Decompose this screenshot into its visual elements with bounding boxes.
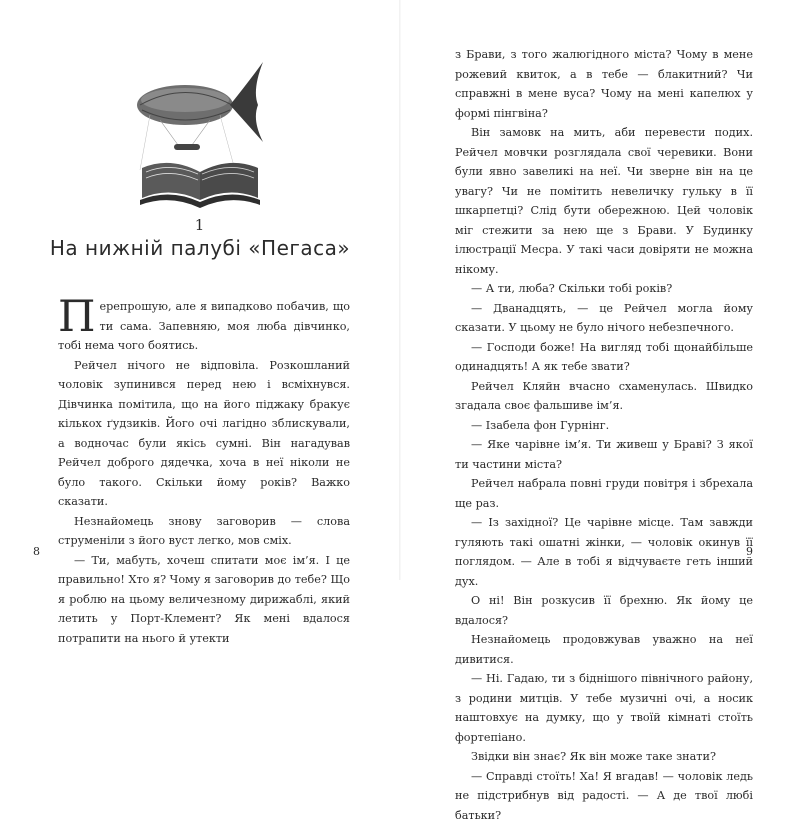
paragraph: Незнайомець знову заговорив — слова струменіли з його вуст легко, мов сміх. bbox=[58, 512, 350, 551]
right-body-text bbox=[455, 45, 753, 825]
paragraph: Рейчел набрала повні груди повітря і збрехала ще раз. bbox=[455, 474, 753, 513]
paragraph: — Із західної? Це чарівне місце. Там завжди гуляють такі ошатні жінки, — чоловік окинув її поглядом. — Але в тобі я відчуваєте геть інший дух. bbox=[455, 513, 753, 591]
right-page bbox=[400, 0, 800, 580]
page-number: 8 bbox=[33, 545, 40, 558]
paragraph: Він замовк на мить, аби перевести подих. Рейчел мовчки розглядала свої черевики. Вони були явно завеликі на неї. Чи зверне він на це увагу? Чи не помітить невеличку гульку в її шкарпетці? Слід бути обережною. Цей чоловік міг стежити за нею ще з Брави. У Будинку ілюстрації Месра. У такі часи довіряти не можна нікому. bbox=[455, 123, 753, 279]
paragraph: — Господи боже! На вигляд тобі щонайбільше одинадцять! А як тебе звати? bbox=[455, 338, 753, 377]
paragraph: — Дванадцять, — це Рейчел могла йому сказати. У цьому не було нічого небезпечного. bbox=[455, 299, 753, 338]
paragraph: — Ти, мабуть, хочеш спитати моє ім’я. І це правильно! Хто я? Чому я заговорив до тебе? Що я роблю на цьому величезному дирижаблі, який летить у Порт-Клемент? Як мені вдалося потрапити на нього й утекти bbox=[58, 551, 350, 649]
chapter-number: 1 bbox=[0, 216, 400, 234]
drop-cap: П bbox=[58, 299, 96, 335]
paragraph: Звідки він знає? Як він може таке знати? bbox=[455, 747, 753, 767]
paragraph: з Брави, з того жалюгідного міста? Чому в мене рожевий квиток, а в тебе — блакитний? Чи справжні в мене вуса? Чому на мені капелюх у формі пінгвіна? bbox=[455, 45, 753, 123]
paragraph: — Ізабела фон Гурнінг. bbox=[455, 416, 753, 436]
paragraph: Перепрошую, але я випадково побачив, що ти сама. Запевняю, моя люба дівчинко, тобі нема чого боятись. bbox=[58, 297, 350, 356]
paragraph: — А ти, люба? Скільки тобі років? bbox=[455, 279, 753, 299]
paragraph: О ні! Він розкусив її брехню. Як йому це вдалося? bbox=[455, 591, 753, 630]
paragraph: Незнайомець продовжував уважно на неї дивитися. bbox=[455, 630, 753, 669]
left-body-text bbox=[58, 297, 350, 648]
page-number: 9 bbox=[746, 545, 753, 558]
paragraph: Рейчел нічого не відповіла. Розкошланий чоловік зупинився перед нею і всміхнувся. Дівчинка помітила, що на його піджаку бракує кількох ґудзиків. Його очі лагідно зблискували, а водночас були якісь сумні. Він нагадував Рейчел доброго дядечка, хоча в неї ніколи не було такого. Скільки йому років? Важко сказати. bbox=[58, 356, 350, 512]
paragraph: — Справді стоїть! Ха! Я вгадав! — чоловік ледь не підстрибнув від радості. — А де твої любі батьки? bbox=[455, 767, 753, 825]
paragraph: — Яке чарівне ім’я. Ти живеш у Браві? З якої ти частини міста? bbox=[455, 435, 753, 474]
airship-over-book-illustration bbox=[130, 60, 270, 210]
paragraph: Рейчел Кляйн вчасно схаменулась. Швидко згадала своє фальшиве ім’я. bbox=[455, 377, 753, 416]
chapter-title: На нижній палубі «Пегаса» bbox=[0, 236, 400, 260]
left-page bbox=[0, 0, 400, 580]
paragraph: — Ні. Гадаю, ти з біднішого північного району, з родини митців. У тебе музичні очі, а носик наштовхує на думку, що у твоїй кімнаті стоїть фортепіано. bbox=[455, 669, 753, 747]
